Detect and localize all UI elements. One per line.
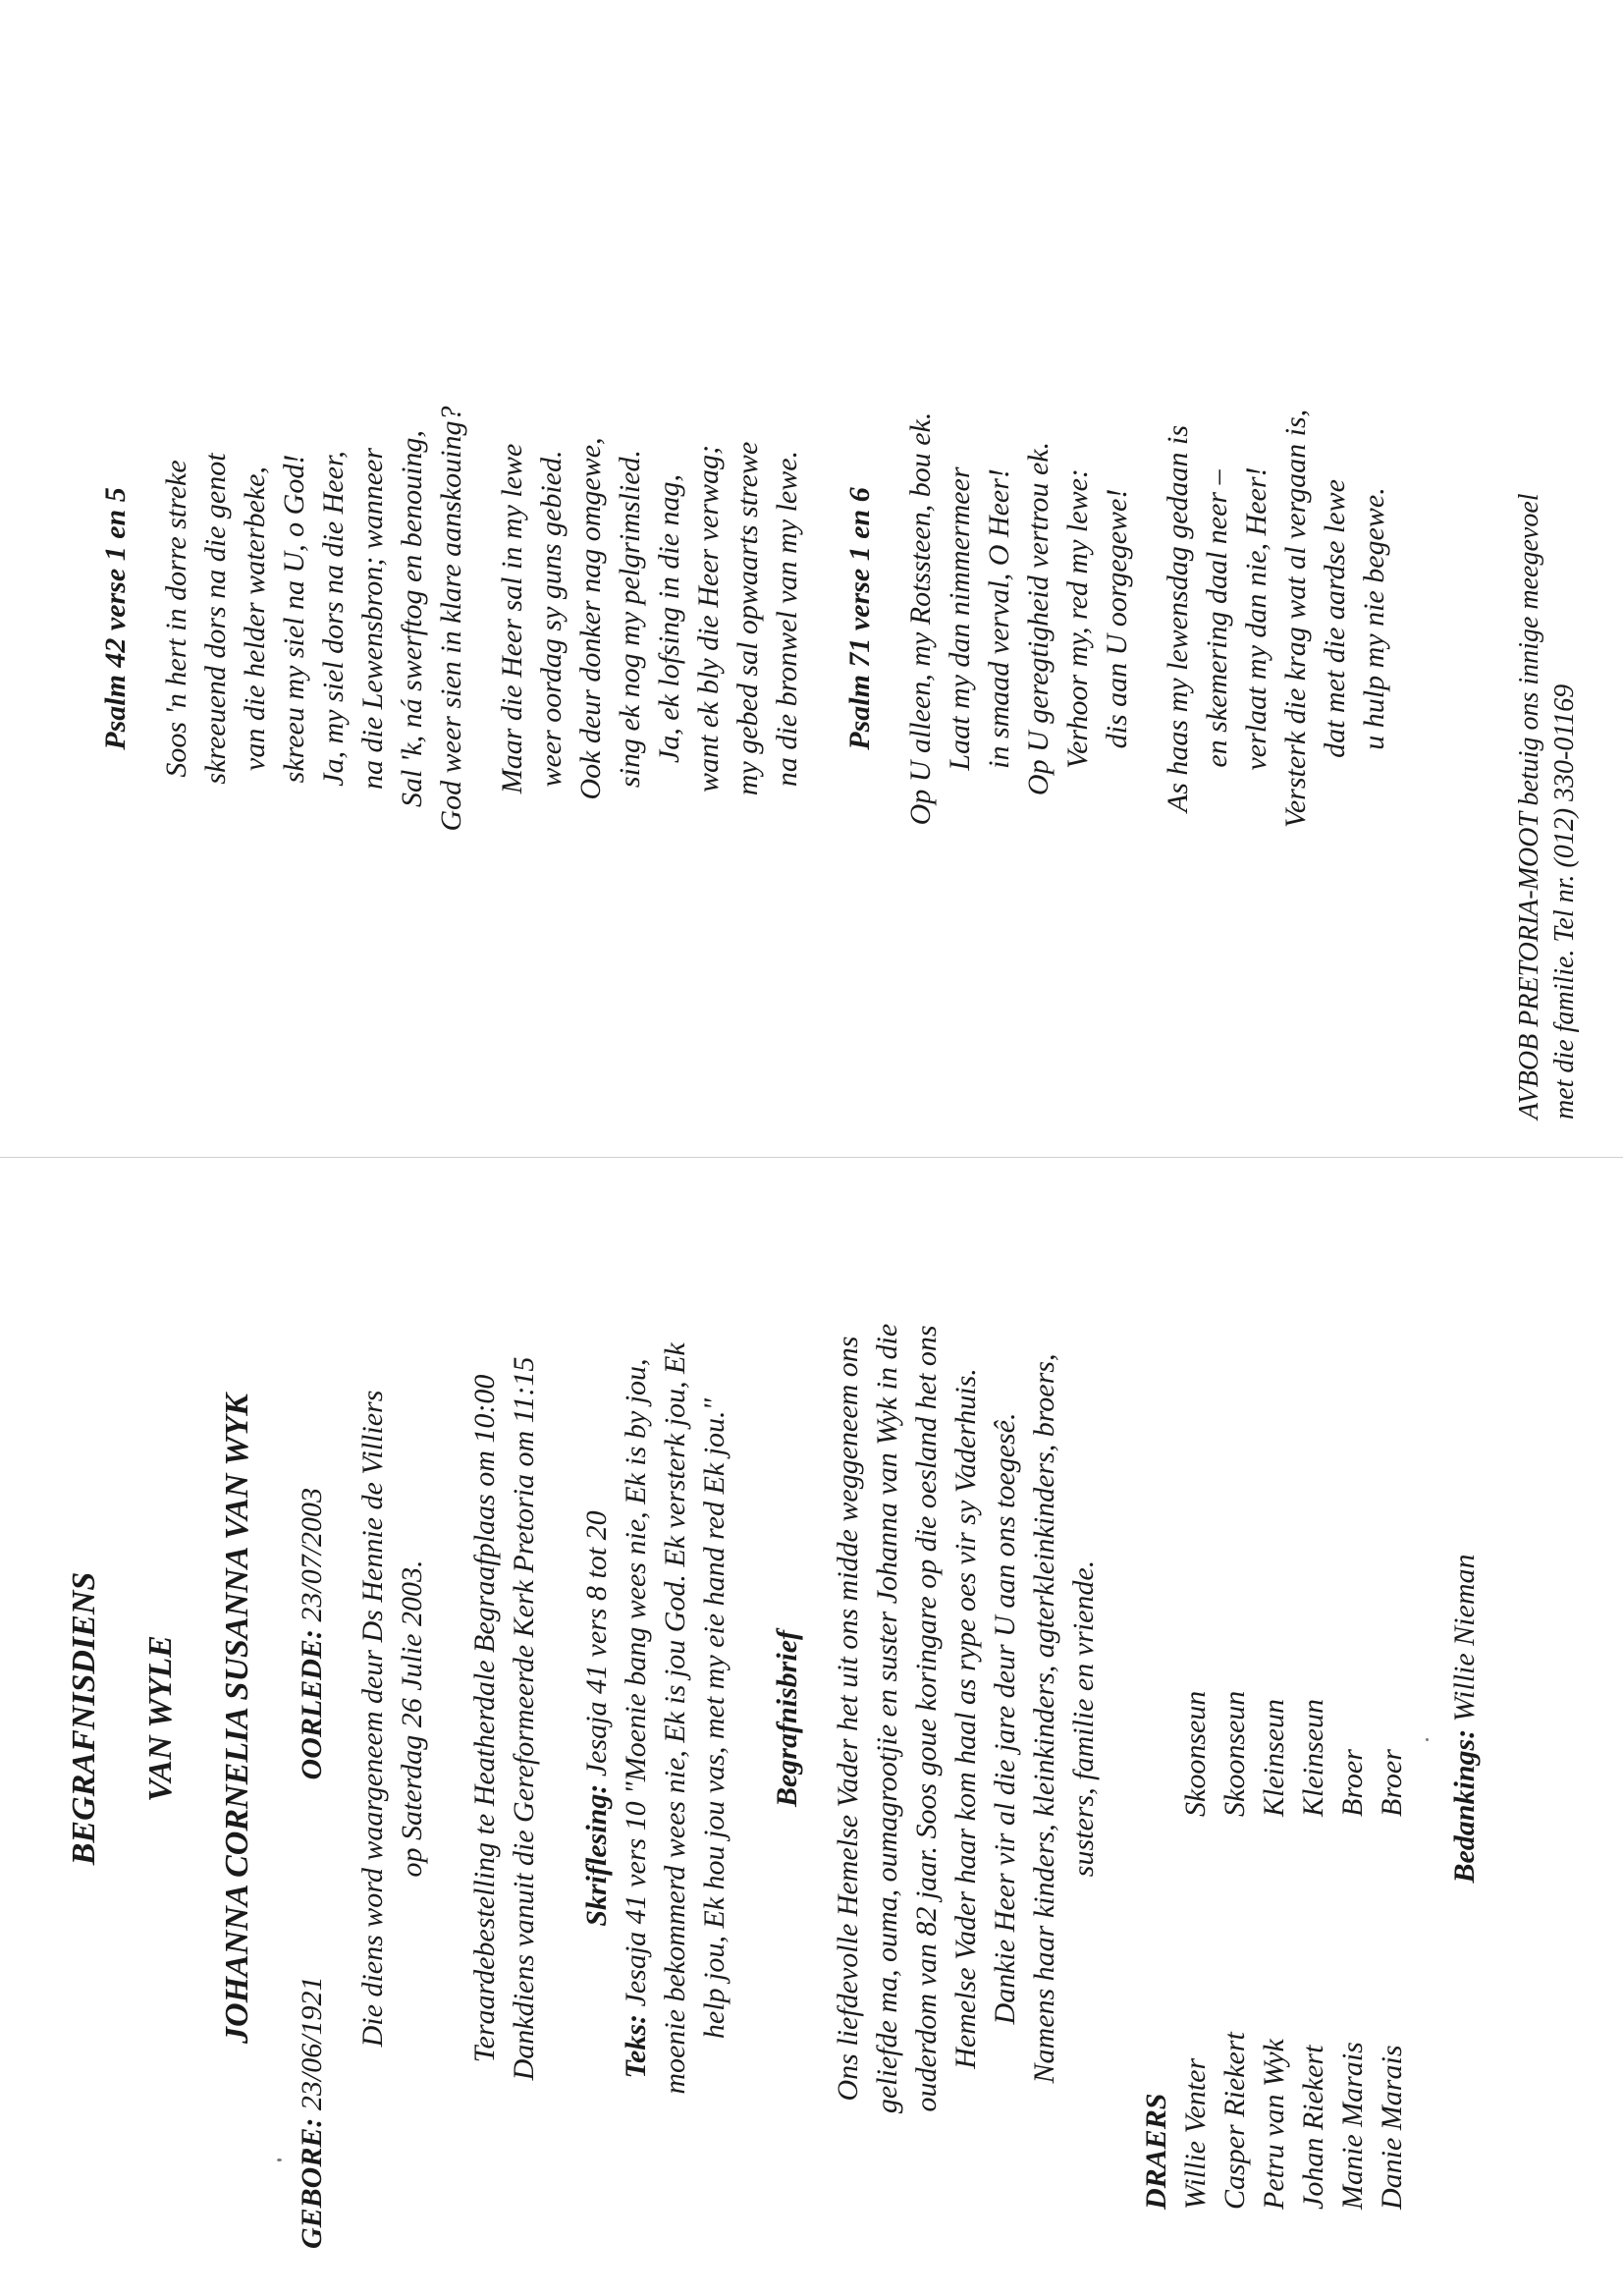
bearer-relation: Skoonseun [1179,1690,1212,1817]
poem-line: dis aan U oorgegewe! [1101,488,1133,749]
poem-line: Verhoor my, red my lewe: [1061,468,1094,769]
bearer-row [1294,1188,1333,2249]
text-line-3: help jou, Ek hou jou vas, met my eie hand red Ek jou." [698,1397,730,2040]
poem-line: na die bronwel van my lewe. [771,450,803,788]
bearer-row [1333,1188,1373,2249]
poem-line: Op U geregtigheid vertrou ek. [1022,441,1055,796]
poem-line: Ja, ek lofsing in die nag, [653,473,685,764]
reading-label: Skriflesing: [580,1783,613,1927]
psalm71-verse-6 [1159,88,1394,1149]
poem-line: u hulp my nie begewe. [1358,487,1390,750]
psalm42-verse-5 [493,88,807,1149]
bearer-name: Casper Riekert [1218,2032,1251,2210]
bearer-name: Johan Riekert [1297,2045,1329,2210]
poem-line: weer oordag sy guns gebied. [535,450,568,788]
bearer-name: Petru van Wyk [1258,2039,1290,2210]
poem-line: en skemering daal neer – [1201,469,1233,768]
bearer-row [1373,1188,1412,2249]
born-value: 23/06/1921 [296,1976,328,2111]
poem-line: verlaat my dan nie, Heer! [1240,466,1272,771]
deceased-name: JOHANNA CORNELIA SUSANNA VAN WYK [219,1394,255,2044]
signature-line-1: AVBOB PRETORIA-MOOT betuig ons innige meegevoel [1514,493,1544,1120]
psalm71-title: Psalm 71 verse 1 en 6 [843,487,876,750]
bearer-relation: Kleinseun [1297,1699,1329,1817]
poem-line: dat met die aardse lewe [1319,479,1351,758]
letter-line-2: geliefde ma, ouma, oumagrootjie en suster Johanna van Wyk in die [871,1323,903,2114]
letter-line-6: Namens haar kinders, kleinkinders, agterkleinkinders, broers, [1028,1353,1060,2084]
psalm71-verse-1 [901,88,1137,1149]
poem-line: Versterk die krag wat al vergaan is, [1279,409,1312,829]
died-value: 23/07/2003 [296,1487,328,1622]
signature-line-2: met die familie. Tel nr. (012) 330-01169 [1549,683,1580,1120]
bearer-relation: Broer [1336,1749,1369,1817]
letter-line-1: Ons liefdevolle Hemelse Vader het uit ons midde weggeneem ons [832,1336,864,2102]
poem-line: skreeuend dors na die genot [199,453,232,785]
text-line-1: Jesaja 41 vers 10 "Moenie bang wees nie, Ek is by jou, [620,1358,652,2007]
poem-line: sing ek nog my pelgrimslied. [614,449,646,789]
letter-line-7: susters, familie en vriende. [1067,1559,1100,1878]
letter-title: Begrafnisbrief [771,1630,803,1807]
psalms-panel [96,88,1583,1149]
poem-line: Laat my dan nimmermeer [944,466,976,771]
bearer-row [1176,1188,1216,2249]
poem-line: Ook deur donker nag omgewe, [574,437,607,800]
text-label: Teks: [620,2013,652,2079]
title-van-wyle: VAN WYLE [142,1635,179,1802]
poem-line: my gebed sal opwaarts strewe [731,441,764,796]
poem-line: in smaad verval, O Heer! [983,468,1015,769]
poem-line: As haas my lewensdag gedaan is [1162,424,1194,813]
bearer-relation: Skoonseun [1218,1690,1251,1817]
poem-line: Op U alleen, my Rotssteen, bou ek. [904,411,937,826]
poem-line: Ja, my siel dors na die Heer, [317,451,350,787]
bearer-relation: Kleinseun [1258,1699,1290,1817]
letter-line-4: Hemelse Vader haar kom haal as rype oes vir sy Vaderhuis. [949,1368,982,2069]
burial-line-1: Teraardebestelling te Heatherdale Begraafplaas om 10:00 [468,1374,501,2063]
poem-line: skreeu my siel na U, o God! [278,454,310,784]
text-line-2: moenie bekommerd wees nie, Ek is jou God. Ek versterk jou, Ek [659,1342,691,2095]
born-label: GEBORE: [296,2117,328,2249]
psalm42-verse-1 [157,88,471,1149]
bearer-name: Danie Marais [1376,2045,1408,2210]
thanks-label: Bedankings: [1448,1728,1481,1884]
thanks-value: Willie Nieman [1448,1554,1481,1722]
bearer-name: Willie Venter [1179,2057,1212,2210]
reading-value: Jesaja 41 vers 8 tot 20 [580,1510,613,1777]
bearer-relation: Broer [1376,1749,1408,1817]
service-line-1: Die diens word waargeneem deur Ds Hennie de Villiers [356,1390,389,2048]
letter-line-3: ouderdom van 82 jaar. Soos goue koringare op die oesland het ons [910,1325,943,2112]
poem-line: Soos 'n hert in dorre streke [160,460,192,778]
service-line-2: op Saterdag 26 Julie 2003. [396,1559,428,1878]
poem-line: want ek bly die Heer verwag; [692,444,725,793]
poem-line: na die Lewensbron; wanneer [356,447,389,791]
bearer-row [1255,1188,1294,2249]
psalm42-title: Psalm 42 verse 1 en 5 [99,487,132,750]
fold-line [0,1157,1623,1158]
letter-line-5: Dankie Heer vir al die jare deur U aan ons toegesê. [989,1412,1021,2025]
title-service: BEGRAFNISDIENS [66,1571,102,1866]
burial-line-2: Dankdiens vanuit die Gereformeerde Kerk Pretoria om 11:15 [508,1356,540,2081]
poem-line: God weer sien in klare aanskouing? [435,406,467,832]
poem-line: Maar die Heer sal in my lewe [496,443,528,794]
bearer-name: Manie Marais [1336,2042,1369,2210]
bearers-list [1176,1188,1412,2249]
bearers-title: DRAERS [1140,2093,1172,2210]
bearer-row [1216,1188,1255,2249]
died-label: OORLEDE: [296,1629,328,1780]
program-details-panel [63,1188,1485,2249]
condolence-signature [1512,88,1583,1149]
poem-line: Sal 'k, ná swerftog en benouing, [396,430,428,807]
poem-line: van die helder waterbeke, [239,466,271,771]
dates-row [293,1188,332,2249]
